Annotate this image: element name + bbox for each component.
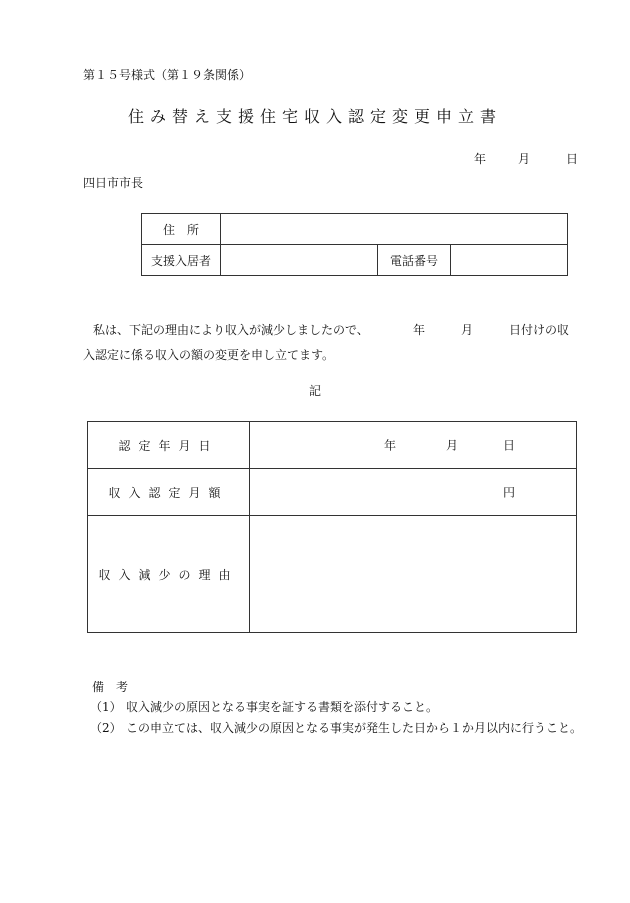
note-text: この申立ては、収入減少の原因となる事実が発生した日から１か月以内に行うこと。 (126, 721, 583, 735)
resident-field[interactable] (221, 245, 378, 276)
certification-date-label: 認定年月日 (88, 422, 250, 469)
resident-label: 支援入居者 (142, 245, 221, 276)
date-month: 月 (518, 152, 531, 166)
addressee: 四日市市長 (83, 176, 144, 190)
note-number: （1） (90, 700, 122, 714)
phone-label: 電話番号 (378, 245, 451, 276)
yen-unit: 円 (503, 485, 516, 500)
statement-tail: 日付けの収 (509, 323, 570, 337)
cert-year: 年 (384, 438, 397, 453)
reduction-reason-field[interactable] (250, 516, 577, 633)
phone-field[interactable] (451, 245, 568, 276)
cert-month: 月 (446, 438, 459, 453)
certification-date-field[interactable] (250, 422, 577, 469)
note-item (90, 698, 438, 715)
details-table (87, 421, 577, 633)
statement (83, 318, 573, 368)
statement-year: 年 (413, 323, 426, 337)
statement-line2: 入認定に係る収入の額の変更を申し立てます。 (83, 348, 335, 362)
form-number: 第１５号様式（第１９条関係） (83, 68, 252, 82)
applicant-table (141, 213, 568, 276)
monthly-income-field[interactable] (250, 469, 577, 516)
statement-month: 月 (461, 323, 474, 337)
note-number: （2） (90, 721, 122, 735)
address-field[interactable] (221, 214, 568, 245)
cert-day: 日 (503, 438, 516, 453)
ki-heading: 記 (308, 384, 321, 398)
note-text: 収入減少の原因となる事実を証する書類を添付すること。 (126, 700, 439, 714)
date-line (474, 150, 578, 167)
notes-title: 備考 (92, 680, 141, 694)
note-item (90, 719, 582, 736)
date-year: 年 (474, 152, 487, 166)
reduction-reason-label: 収入減少の理由 (88, 516, 250, 633)
date-day: 日 (566, 152, 579, 166)
address-label: 住 所 (142, 214, 221, 245)
page-title: 住み替え支援住宅収入認定変更申立書 (127, 107, 502, 126)
monthly-income-label: 収入認定月額 (88, 469, 250, 516)
statement-part1: 私は、下記の理由により収入が減少しましたので、 (93, 323, 369, 337)
